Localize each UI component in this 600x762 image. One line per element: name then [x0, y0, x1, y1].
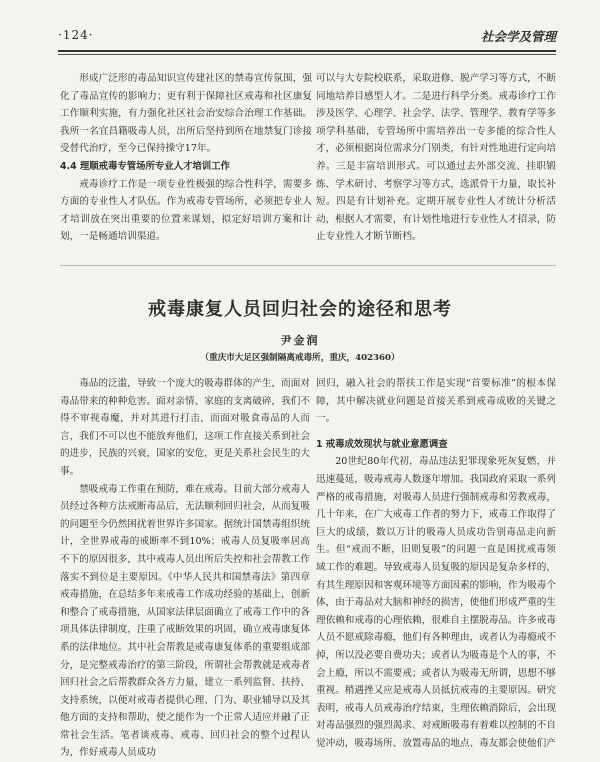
- section-name: 社会学及管理: [480, 29, 556, 44]
- article-divider: [60, 265, 556, 266]
- article-paragraph: 20世纪80年代初，毒品违法犯罪现象死灰复燃，并迅速蔓延，吸毒戒毒人数逐年增加。我国政府采取一系列严格的戒毒措施，对吸毒人员进行强制戒毒和劳教戒毒，几十年来，在广大戒毒工作者的努力下，戒毒工作取得了巨大的成绩，数以万计的吸毒人员成功告别毒品走向新生。但“戒而不断，旧则复吸”的问题一直是困扰戒毒领域工作的难题。导致戒毒人员复吸的原因是复杂多样的，有其生理原因和客观环境等方面因素的影响，作为吸毒个体，由于毒品对大脑和神经的损害，使他们形成严重的生理依赖和戒毒的心理依赖，很难自主摆脱毒品。许多戒毒人员不愿戒除毒瘾，他们有各种理由，或者认为毒瘾戒不掉，所以没必要自费功夫；或者认为吸毒是个人的事，不会上瘾，所以不需要戒；或者认为吸毒无所谓，思想不够重视。稍遇挫又应是戒毒人员抵抗戒毒的主要原因。研究表明，戒毒人员戒毒治疗结束，生理依赖消除后，会出现对毒品强烈的强烈渴求、对戒断吸毒有着难以控制的不自觉冲动，吸毒场所、放置毒品的地点、毒友都会使他们产: [316, 456, 556, 749]
- article-right-column: [316, 375, 556, 752]
- article-left-column: [60, 375, 310, 762]
- prev-article-left-column: [60, 70, 312, 246]
- article-title: 戒毒康复人员回归社会的途径和思考: [148, 299, 452, 320]
- article-paragraph: 毒品的泛滥，导致一个庞大的吸毒群体的产生，而面对毒品带来的种种危害。面对亲情、家庭的支离破碎，我们不得不审视毒魔，并对其进行打击，而面对吸食毒品的人而言，我们不可以也不能放弃他们，这项工作直接关系到社会的进步，民族的兴衰，国家的安危，更是关系社会民生的大事。: [60, 378, 310, 477]
- article-section-heading: 1 戒毒成效现状与就业意愿调查: [316, 438, 448, 450]
- paragraph-gap: [316, 428, 556, 436]
- running-header: [58, 26, 556, 48]
- header-rule-thin: [58, 54, 556, 55]
- prev-article-paragraph: 可以与大专院校联系，采取进修、脱产学习等方式，不断同地培养目感型人才。二是进行科学分类。戒毒诊疗工作涉及医学、心理学、社会学、法学、管理学、教育学等多项学科基础，专管场所中需培养出一专多能的综合性人才，必须根据岗位需求分门别类，有针对性地进行定向培养。三是丰富培训形式。可以通过去外部交流、挂职锻炼、学术研讨、考察学习等方式，选派骨干力量，取长补短。四是有计划补充。定期开展专业性人才统计分析活动，根据人才需要，有计划性地进行专业性人才招录，防止专业性人才断节断档。: [316, 73, 556, 243]
- prev-article-paragraph: 形成广泛形的毒品知识宣传建社区的禁毒宣传氛围，强化了毒品宣传的影响力；更有利于保障社区戒毒和社区康复工作顺利实施，有力强化社区社会治安综合治理工作基础。我所一名宜昌籍吸毒人员，出所后坚持到所在地禁复门诊接受替代治疗，至今已保持操守17年。: [60, 73, 312, 155]
- article-affiliation: （重庆市大足区强制隔离戒毒所，重庆，402360）: [200, 353, 400, 363]
- article-paragraph: 回归，融入社会的帮扶工作是实现“首要标准”的根本保障，其中解决就业问题是首接关系到戒毒成败的关键之一。: [316, 378, 556, 425]
- prev-article-right-column: [316, 70, 556, 246]
- prev-article-section-heading: 4.4 理顺戒毒专管场所专业人才培训工作: [60, 160, 230, 172]
- page-number: ·124·: [58, 28, 94, 42]
- prev-article-paragraph: 戒毒诊疗工作是一项专业性极强的综合性科学，需要多方面的专业性人才队伍。作为戒毒专管场所，必须把专业人才培训放在突出重要的位置来谋划，拟定好培训方案和计划，一是畅通培训渠道。: [60, 178, 312, 243]
- header-rule-thick: [58, 50, 556, 52]
- article-paragraph: 禁吸戒毒工作重在预防，难在戒毒。目前大部分戒毒人员经过各种方法戒断毒品后，无法顺利回归社会，从而复吸的问题至今仍然困扰着世界许多国家。据统计国禁毒组织统计，全世界戒毒的戒断率不到10%；戒毒人员复吸率居高不下的原因很多，其中戒毒人员出所后失控和社会帮教工作落实不到位是主要原因。《中华人民共和国禁毒法》第四章戒毒措施，在总结多年来戒毒工作成功经验的基础上，创新和整合了戒毒措施，从国家法律层面确立了戒毒工作中的各项具体法律制度，注重了戒断效果的巩固，确立戒毒康复体系的法律地位。其中社会帮教是戒毒康复体系的重要组成部分，是完整戒毒治疗的第三阶段，所谓社会帮教就是戒毒者回归社会之后帮教群众各方力量，建立一系列监督、扶持、支持系统，以便对戒毒者提供心理、门为、职业辅导以及其他方面的支持和帮助，使之能作为一个正常人适应并融了正常社会生活。笔者谈戒毒、戒毒、回归社会的整个过程认为，作好戒毒人员成功: [60, 483, 310, 759]
- article-author: 尹金润: [280, 334, 320, 347]
